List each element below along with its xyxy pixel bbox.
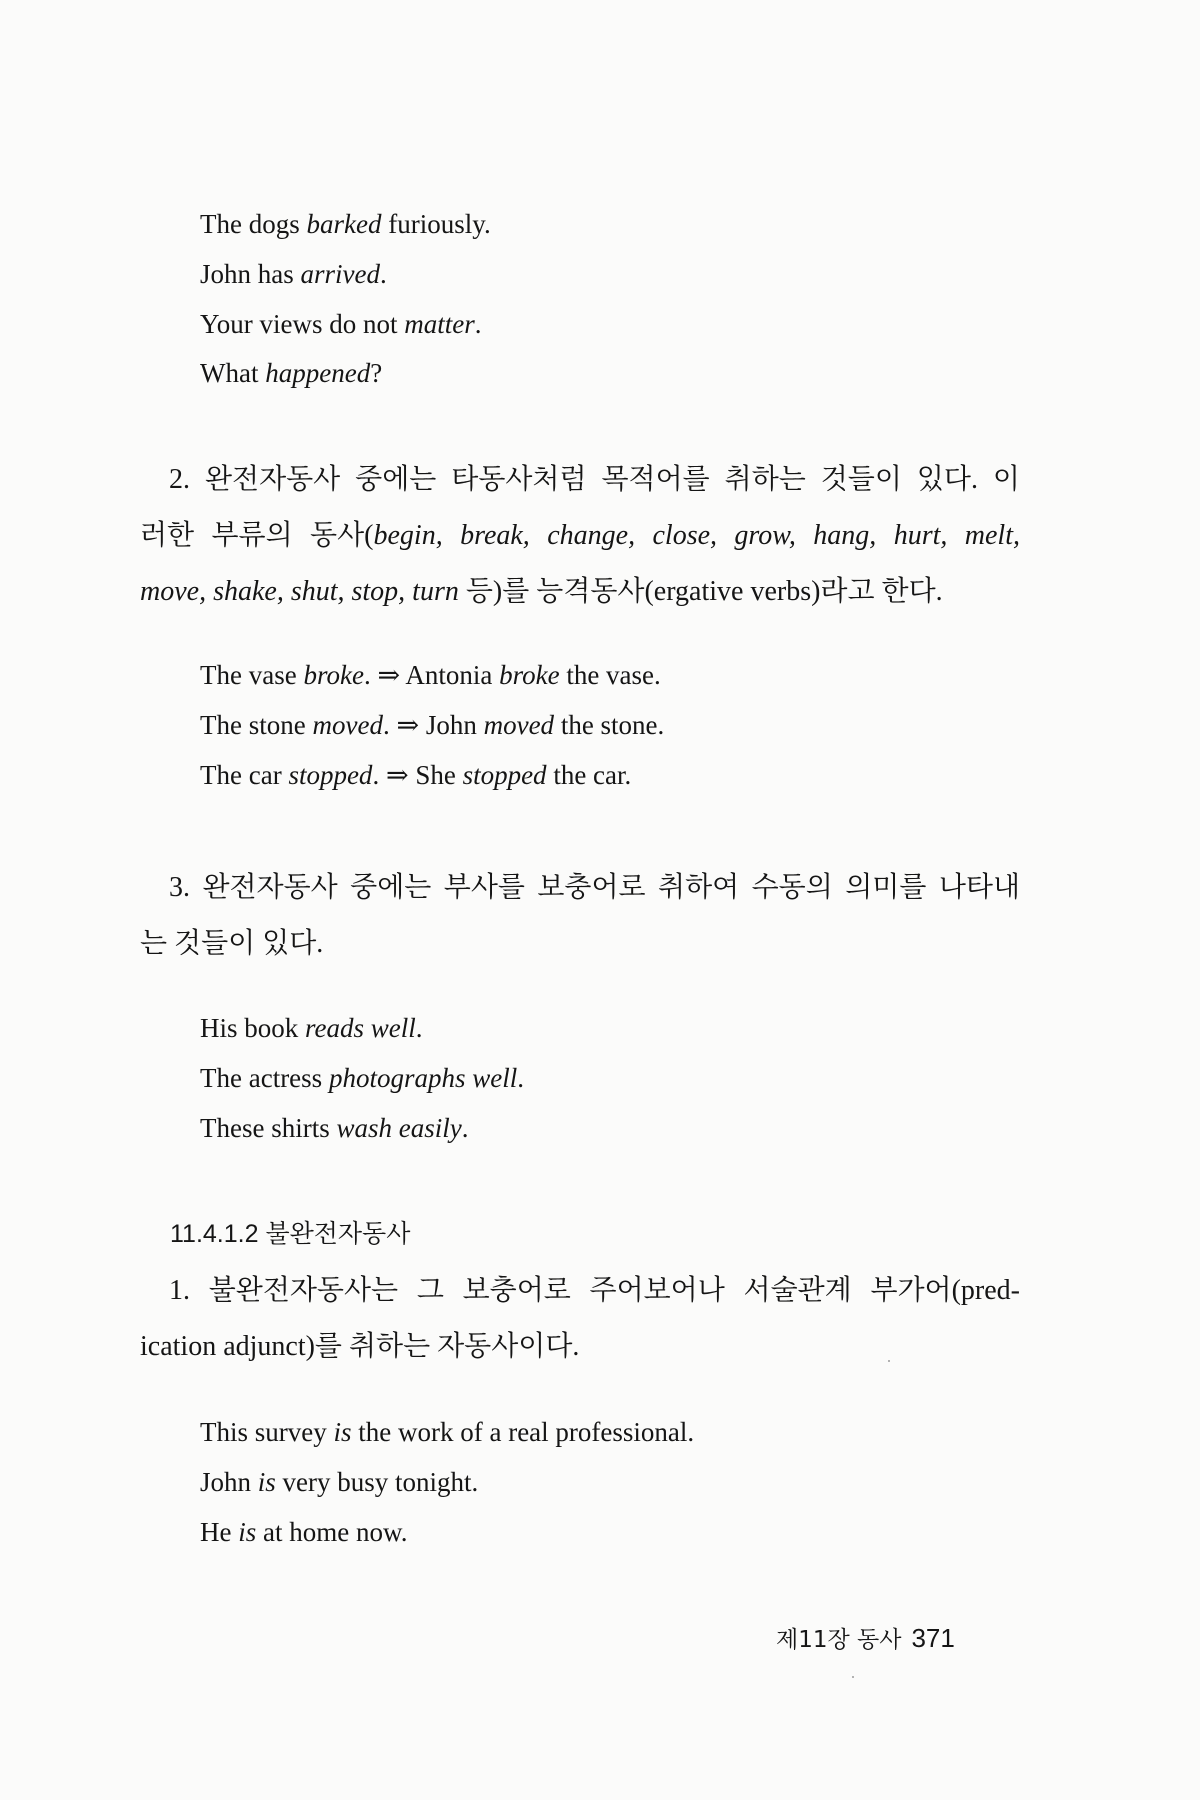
example-sentence-pair: The stone moved. ⇒ John moved the stone. <box>200 710 665 740</box>
paragraph-line: 2. 완전자동사 중에는 타동사처럼 목적어를 취하는 것들이 있다. 이 <box>169 464 1020 495</box>
paragraph-adverb-complement <box>140 860 1020 972</box>
example-sentence: These shirts wash easily. <box>200 1113 469 1143</box>
scan-speck <box>852 1676 854 1678</box>
example-sentence: This survey is the work of a real professional. <box>200 1417 695 1447</box>
paragraph-ergative-verbs <box>140 452 1020 620</box>
paragraph-line: 러한 부류의 동사(begin, break, change, close, grow, hang, hurt, melt, <box>140 520 1020 551</box>
paragraph-line: move, shake, shut, stop, turn 등)를 능격동사(ergative verbs)라고 한다. <box>140 576 943 607</box>
example-sentence: What happened? <box>200 358 383 388</box>
example-sentence: John has arrived. <box>200 259 387 289</box>
example-sentence: He is at home now. <box>200 1517 408 1547</box>
example-sentence: Your views do not matter. <box>200 309 482 339</box>
example-sentence-pair: The vase broke. ⇒ Antonia broke the vase. <box>200 660 661 690</box>
paragraph-line: 1. 불완전자동사는 그 보충어로 주어보어나 서술관계 부가어(pred- <box>169 1275 1020 1306</box>
example-sentence: The dogs barked furiously. <box>200 209 491 239</box>
example-sentence: John is very busy tonight. <box>200 1467 479 1497</box>
page-footer <box>776 1622 955 1656</box>
paragraph-line: 3. 완전자동사 중에는 부사를 보충어로 취하여 수동의 의미를 나타내 <box>169 872 1020 903</box>
section-heading: 11.4.1.2 불완전자동사 <box>170 1220 411 1248</box>
paragraph-incomplete-intransitive <box>140 1263 1020 1375</box>
paragraph-line: ication adjunct)를 취하는 자동사이다. <box>140 1331 580 1362</box>
paragraph-line: 는 것들이 있다. <box>140 928 324 959</box>
example-sentence: The actress photographs well. <box>200 1063 524 1093</box>
page-number: 371 <box>911 1623 955 1653</box>
scan-speck <box>888 1360 890 1362</box>
chapter-label: 제11장 동사 <box>776 1627 902 1653</box>
example-sentence: His book reads well. <box>200 1013 423 1043</box>
example-sentence-pair: The car stopped. ⇒ She stopped the car. <box>200 760 632 790</box>
